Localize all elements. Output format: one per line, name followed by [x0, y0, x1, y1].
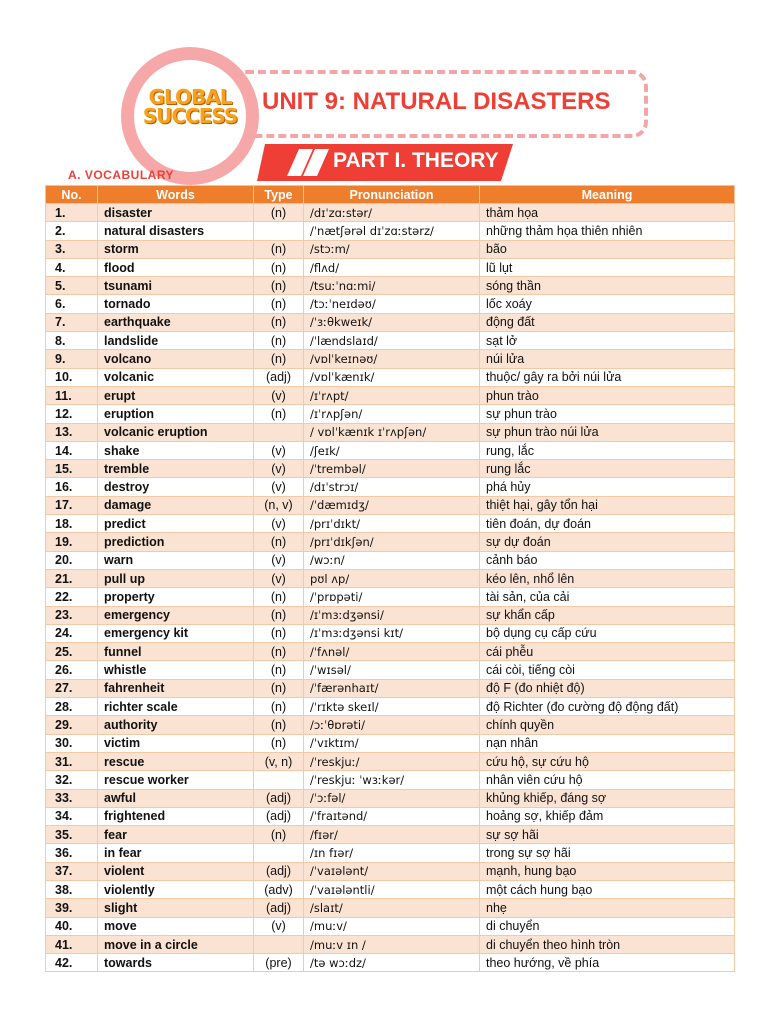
row-number: 12. — [46, 405, 98, 423]
row-meaning: nạn nhân — [480, 734, 735, 752]
row-word: warn — [98, 551, 254, 569]
row-word: rescue worker — [98, 771, 254, 789]
row-word: violent — [98, 862, 254, 880]
row-pronunciation: /ˈfʌnəl/ — [304, 643, 480, 661]
row-word: volcanic — [98, 368, 254, 386]
row-word: destroy — [98, 478, 254, 496]
row-pronunciation: /vɒlˈkeɪnəʊ/ — [304, 350, 480, 368]
row-number: 32. — [46, 771, 98, 789]
column-header-type: Type — [254, 186, 304, 204]
row-type: (adj) — [254, 899, 304, 917]
row-type: (n) — [254, 826, 304, 844]
part-title: PART I. THEORY — [333, 149, 499, 172]
row-meaning: di chuyển — [480, 917, 735, 935]
row-word: richter scale — [98, 698, 254, 716]
row-meaning: chính quyền — [480, 716, 735, 734]
row-word: tornado — [98, 295, 254, 313]
row-meaning: phá hủy — [480, 478, 735, 496]
table-row — [46, 496, 735, 514]
row-type — [254, 935, 304, 953]
row-type: (n) — [254, 204, 304, 222]
row-meaning: một cách hung bạo — [480, 880, 735, 898]
table-row — [46, 643, 735, 661]
table-row — [46, 222, 735, 240]
table-row — [46, 954, 735, 972]
row-type: (n) — [254, 606, 304, 624]
row-word: violently — [98, 880, 254, 898]
row-type: (n) — [254, 277, 304, 295]
row-number: 28. — [46, 698, 98, 716]
row-number: 10. — [46, 368, 98, 386]
row-meaning: sự phun trào núi lửa — [480, 423, 735, 441]
row-pronunciation: /tsuːˈnɑːmi/ — [304, 277, 480, 295]
row-number: 1. — [46, 204, 98, 222]
row-meaning: tài sản, của cải — [480, 588, 735, 606]
row-meaning: sự dự đoán — [480, 533, 735, 551]
row-number: 6. — [46, 295, 98, 313]
table-row — [46, 569, 735, 587]
row-number: 37. — [46, 862, 98, 880]
row-number: 27. — [46, 679, 98, 697]
row-word: fear — [98, 826, 254, 844]
row-meaning: thiệt hại, gây tổn hại — [480, 496, 735, 514]
row-pronunciation: /ˈreskjuː/ — [304, 752, 480, 770]
row-number: 25. — [46, 643, 98, 661]
row-number: 2. — [46, 222, 98, 240]
row-number: 23. — [46, 606, 98, 624]
row-meaning: mạnh, hung bạo — [480, 862, 735, 880]
row-pronunciation: /wɔːn/ — [304, 551, 480, 569]
row-pronunciation: /flʌd/ — [304, 258, 480, 276]
row-word: landslide — [98, 332, 254, 350]
row-pronunciation: /ɪn fɪər/ — [304, 844, 480, 862]
row-number: 21. — [46, 569, 98, 587]
row-meaning: trong sự sợ hãi — [480, 844, 735, 862]
row-type: (v) — [254, 569, 304, 587]
table-row — [46, 441, 735, 459]
table-row — [46, 460, 735, 478]
table-row — [46, 917, 735, 935]
table-row — [46, 752, 735, 770]
row-word: move — [98, 917, 254, 935]
row-number: 20. — [46, 551, 98, 569]
row-meaning: khủng khiếp, đáng sợ — [480, 789, 735, 807]
row-meaning: rung lắc — [480, 460, 735, 478]
row-type: (n, v) — [254, 496, 304, 514]
table-row — [46, 277, 735, 295]
row-word: natural disasters — [98, 222, 254, 240]
row-number: 35. — [46, 826, 98, 844]
section-label: A. VOCABULARY — [68, 168, 175, 182]
row-pronunciation: /stɔːm/ — [304, 240, 480, 258]
global-success-logo — [138, 85, 242, 128]
row-word: eruption — [98, 405, 254, 423]
table-row — [46, 807, 735, 825]
table-row — [46, 551, 735, 569]
table-row — [46, 386, 735, 404]
table-row — [46, 844, 735, 862]
row-pronunciation: /prɪˈdɪkʃən/ — [304, 533, 480, 551]
row-type: (v) — [254, 551, 304, 569]
row-pronunciation: /ˈwɪsəl/ — [304, 661, 480, 679]
row-word: flood — [98, 258, 254, 276]
row-pronunciation: /ɔːˈθɒrəti/ — [304, 716, 480, 734]
row-word: property — [98, 588, 254, 606]
logo-line-2: SUCCESS — [142, 104, 238, 128]
row-type: (n) — [254, 698, 304, 716]
row-type: (n) — [254, 679, 304, 697]
row-type: (adj) — [254, 789, 304, 807]
row-type: (n) — [254, 661, 304, 679]
row-number: 40. — [46, 917, 98, 935]
row-number: 41. — [46, 935, 98, 953]
row-meaning: tiên đoán, dự đoán — [480, 515, 735, 533]
row-word: damage — [98, 496, 254, 514]
row-pronunciation: /ˈvaɪələnt/ — [304, 862, 480, 880]
row-meaning: cứu hộ, sự cứu hộ — [480, 752, 735, 770]
row-word: frightened — [98, 807, 254, 825]
row-number: 8. — [46, 332, 98, 350]
row-meaning: cảnh báo — [480, 551, 735, 569]
row-type: (n) — [254, 533, 304, 551]
row-meaning: bộ dụng cụ cấp cứu — [480, 624, 735, 642]
row-number: 13. — [46, 423, 98, 441]
row-word: predict — [98, 515, 254, 533]
row-pronunciation: /ˈprɒpəti/ — [304, 588, 480, 606]
row-type — [254, 423, 304, 441]
row-number: 38. — [46, 880, 98, 898]
row-word: slight — [98, 899, 254, 917]
row-type: (adj) — [254, 807, 304, 825]
row-meaning: sự sợ hãi — [480, 826, 735, 844]
row-word: in fear — [98, 844, 254, 862]
column-header-words: Words — [98, 186, 254, 204]
row-word: erupt — [98, 386, 254, 404]
row-type: (v) — [254, 460, 304, 478]
row-word: authority — [98, 716, 254, 734]
row-type: (n) — [254, 313, 304, 331]
row-number: 4. — [46, 258, 98, 276]
table-row — [46, 313, 735, 331]
row-meaning: nhẹ — [480, 899, 735, 917]
table-row — [46, 880, 735, 898]
table-row — [46, 332, 735, 350]
row-word: awful — [98, 789, 254, 807]
row-word: earthquake — [98, 313, 254, 331]
row-word: emergency — [98, 606, 254, 624]
column-header-no: No. — [46, 186, 98, 204]
row-pronunciation: /ˈfraɪtənd/ — [304, 807, 480, 825]
row-word: whistle — [98, 661, 254, 679]
row-type: (n) — [254, 405, 304, 423]
row-type: (n) — [254, 258, 304, 276]
row-word: fahrenheit — [98, 679, 254, 697]
row-meaning: hoảng sợ, khiếp đảm — [480, 807, 735, 825]
row-number: 30. — [46, 734, 98, 752]
table-row — [46, 899, 735, 917]
row-pronunciation: /ˈɔːfəl/ — [304, 789, 480, 807]
row-number: 36. — [46, 844, 98, 862]
row-meaning: cái phễu — [480, 643, 735, 661]
table-row — [46, 204, 735, 222]
table-row — [46, 698, 735, 716]
row-type: (v) — [254, 478, 304, 496]
row-pronunciation: /ˈvɪktɪm/ — [304, 734, 480, 752]
row-meaning: rung, lắc — [480, 441, 735, 459]
table-row — [46, 606, 735, 624]
row-meaning: thuộc/ gây ra bởi núi lửa — [480, 368, 735, 386]
logo-line-1: GLOBAL — [148, 85, 232, 109]
row-type: (v) — [254, 441, 304, 459]
row-pronunciation: /fɪər/ — [304, 826, 480, 844]
row-number: 15. — [46, 460, 98, 478]
row-number: 31. — [46, 752, 98, 770]
row-pronunciation: /ˈfærənhaɪt/ — [304, 679, 480, 697]
table-row — [46, 533, 735, 551]
table-header-row — [46, 186, 735, 204]
row-type — [254, 222, 304, 240]
row-pronunciation: /dɪˈstrɔɪ/ — [304, 478, 480, 496]
row-pronunciation: /ˈnætʃərəl dɪˈzɑːstərz/ — [304, 222, 480, 240]
column-header-pronunciation: Pronunciation — [304, 186, 480, 204]
row-pronunciation: /ʃeɪk/ — [304, 441, 480, 459]
row-number: 5. — [46, 277, 98, 295]
row-word: tsunami — [98, 277, 254, 295]
row-number: 19. — [46, 533, 98, 551]
row-word: disaster — [98, 204, 254, 222]
row-pronunciation: /muːv ɪn / — [304, 935, 480, 953]
row-pronunciation: /ˈrɪktə skeɪl/ — [304, 698, 480, 716]
table-row — [46, 368, 735, 386]
row-meaning: lốc xoáy — [480, 295, 735, 313]
row-meaning: bão — [480, 240, 735, 258]
row-pronunciation: pʊl ʌp/ — [304, 569, 480, 587]
row-number: 3. — [46, 240, 98, 258]
unit-title: UNIT 9: NATURAL DISASTERS — [262, 88, 611, 115]
row-meaning: sự phun trào — [480, 405, 735, 423]
row-word: volcanic eruption — [98, 423, 254, 441]
row-meaning: độ F (đo nhiệt độ) — [480, 679, 735, 697]
column-header-meaning: Meaning — [480, 186, 735, 204]
row-type: (v, n) — [254, 752, 304, 770]
row-number: 34. — [46, 807, 98, 825]
row-meaning: núi lửa — [480, 350, 735, 368]
row-pronunciation: /ˈdæmɪdʒ/ — [304, 496, 480, 514]
row-number: 11. — [46, 386, 98, 404]
row-type: (n) — [254, 295, 304, 313]
row-meaning: kéo lên, nhổ lên — [480, 569, 735, 587]
table-row — [46, 716, 735, 734]
table-row — [46, 826, 735, 844]
row-pronunciation: /prɪˈdɪkt/ — [304, 515, 480, 533]
table-row — [46, 789, 735, 807]
row-number: 14. — [46, 441, 98, 459]
row-number: 42. — [46, 954, 98, 972]
row-pronunciation: /ɪˈmɜːdʒənsi/ — [304, 606, 480, 624]
table-row — [46, 661, 735, 679]
row-meaning: cái còi, tiếng còi — [480, 661, 735, 679]
row-pronunciation: /ˈlændslaɪd/ — [304, 332, 480, 350]
row-number: 7. — [46, 313, 98, 331]
row-type: (v) — [254, 515, 304, 533]
row-word: move in a circle — [98, 935, 254, 953]
table-body — [46, 204, 735, 972]
row-type: (n) — [254, 734, 304, 752]
row-type: (pre) — [254, 954, 304, 972]
table-row — [46, 679, 735, 697]
row-type: (n) — [254, 350, 304, 368]
row-word: tremble — [98, 460, 254, 478]
row-word: victim — [98, 734, 254, 752]
row-number: 18. — [46, 515, 98, 533]
row-word: storm — [98, 240, 254, 258]
row-pronunciation: /tɔːˈneɪdəʊ/ — [304, 295, 480, 313]
row-number: 39. — [46, 899, 98, 917]
row-pronunciation: / vɒlˈkænɪk ɪˈrʌpʃən/ — [304, 423, 480, 441]
row-type: (adv) — [254, 880, 304, 898]
row-pronunciation: /ɪˈrʌpʃən/ — [304, 405, 480, 423]
table-row — [46, 240, 735, 258]
row-type — [254, 844, 304, 862]
row-word: towards — [98, 954, 254, 972]
row-meaning: động đất — [480, 313, 735, 331]
row-type: (v) — [254, 386, 304, 404]
row-type: (n) — [254, 716, 304, 734]
row-number: 26. — [46, 661, 98, 679]
row-meaning: theo hướng, về phía — [480, 954, 735, 972]
table-row — [46, 478, 735, 496]
vocabulary-table — [45, 185, 735, 972]
row-pronunciation: /tə wɔːdz/ — [304, 954, 480, 972]
table-row — [46, 935, 735, 953]
row-pronunciation: /ˈreskjuː ˈwɜːkər/ — [304, 771, 480, 789]
row-word: volcano — [98, 350, 254, 368]
row-number: 33. — [46, 789, 98, 807]
table-row — [46, 405, 735, 423]
table-row — [46, 588, 735, 606]
row-pronunciation: /dɪˈzɑːstər/ — [304, 204, 480, 222]
table-row — [46, 862, 735, 880]
row-meaning: độ Richter (đo cường độ động đất) — [480, 698, 735, 716]
row-word: emergency kit — [98, 624, 254, 642]
row-number: 9. — [46, 350, 98, 368]
row-type: (n) — [254, 332, 304, 350]
row-meaning: sạt lở — [480, 332, 735, 350]
row-type: (v) — [254, 917, 304, 935]
row-number: 29. — [46, 716, 98, 734]
row-meaning: những thảm họa thiên nhiên — [480, 222, 735, 240]
row-type: (n) — [254, 588, 304, 606]
row-meaning: nhân viên cứu hộ — [480, 771, 735, 789]
row-meaning: thảm họa — [480, 204, 735, 222]
table-row — [46, 258, 735, 276]
row-pronunciation: /ɪˈrʌpt/ — [304, 386, 480, 404]
row-type: (adj) — [254, 368, 304, 386]
row-pronunciation: /muːv/ — [304, 917, 480, 935]
row-meaning: di chuyển theo hình tròn — [480, 935, 735, 953]
row-word: funnel — [98, 643, 254, 661]
row-type: (n) — [254, 624, 304, 642]
row-pronunciation: /slaɪt/ — [304, 899, 480, 917]
row-number: 16. — [46, 478, 98, 496]
row-type: (n) — [254, 240, 304, 258]
row-word: shake — [98, 441, 254, 459]
row-pronunciation: /vɒlˈkænɪk/ — [304, 368, 480, 386]
row-meaning: lũ lụt — [480, 258, 735, 276]
table-row — [46, 515, 735, 533]
row-pronunciation: /ˈtrembəl/ — [304, 460, 480, 478]
row-pronunciation: /ˈɜːθkweɪk/ — [304, 313, 480, 331]
row-type — [254, 771, 304, 789]
row-pronunciation: /ˈvaɪələntli/ — [304, 880, 480, 898]
row-number: 17. — [46, 496, 98, 514]
row-type: (adj) — [254, 862, 304, 880]
table-row — [46, 624, 735, 642]
row-word: prediction — [98, 533, 254, 551]
row-pronunciation: /ɪˈmɜːdʒənsi kɪt/ — [304, 624, 480, 642]
table-row — [46, 295, 735, 313]
row-meaning: sự khẩn cấp — [480, 606, 735, 624]
table-row — [46, 350, 735, 368]
row-meaning: phun trào — [480, 386, 735, 404]
row-meaning: sóng thần — [480, 277, 735, 295]
row-number: 22. — [46, 588, 98, 606]
table-row — [46, 771, 735, 789]
row-word: rescue — [98, 752, 254, 770]
row-word: pull up — [98, 569, 254, 587]
table-row — [46, 734, 735, 752]
row-number: 24. — [46, 624, 98, 642]
table-row — [46, 423, 735, 441]
row-type: (n) — [254, 643, 304, 661]
